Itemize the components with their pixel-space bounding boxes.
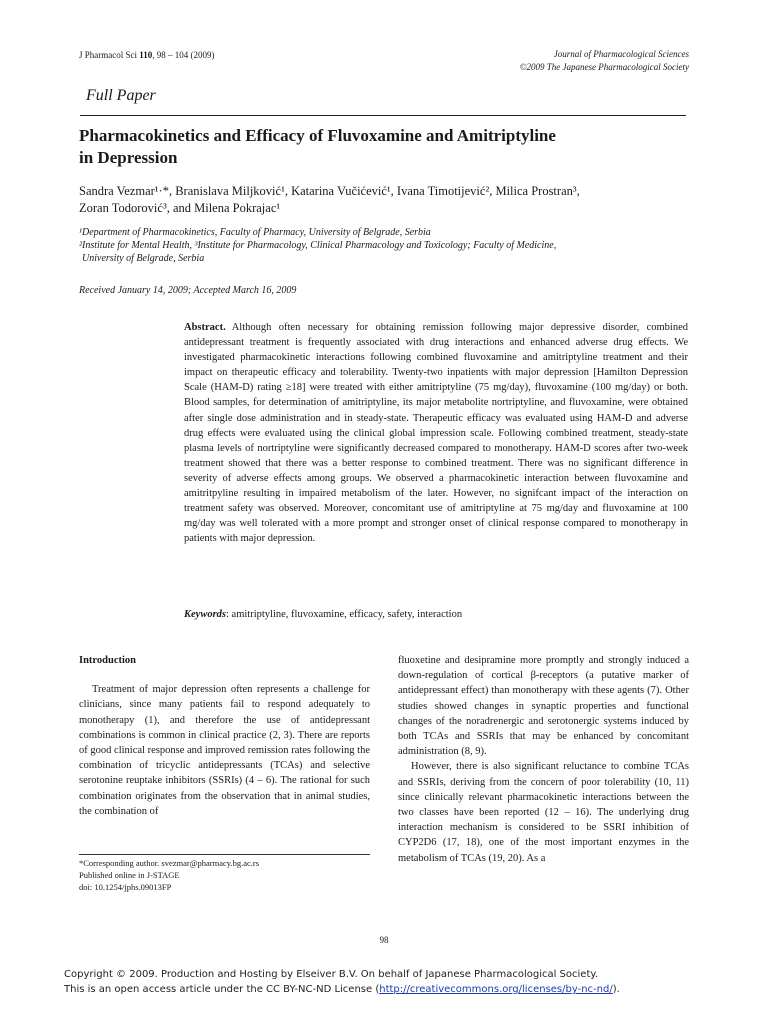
header-rule bbox=[80, 115, 686, 116]
corresponding-author: *Corresponding author. svezmar@pharmacy.bg.ac.rs bbox=[79, 858, 260, 868]
footnote bbox=[79, 857, 370, 893]
title-line-1: Pharmacokinetics and Efficacy of Fluvoxamine and Amitriptyline bbox=[79, 126, 556, 145]
intro-paragraph-1: Treatment of major depression often represents a challenge for clinicians, since many patients fail to respond adequately to monotherapy (1), and therefore the use of antidepressant combinations is common in clinical practice (2, 3). There are reports of good clinical response and improved remission rates following the combination of tricyclic antidepressants (TCAs) and selective serotonine reuptake inhibitors (SSRIs) (4 – 6). The rational for such combination originates from the observation that in animal studies, the combination of bbox=[79, 684, 370, 817]
journal-copyright: ©2009 The Japanese Pharmacological Society bbox=[519, 62, 689, 72]
license-text: This is an open access article under the CC BY-NC-ND License ( bbox=[64, 984, 380, 995]
left-column bbox=[79, 653, 370, 819]
copyright-line-1: Copyright © 2009. Production and Hosting by Elseiver B.V. On behalf of Japanese Pharmacological Society. bbox=[64, 969, 599, 980]
citation bbox=[79, 50, 215, 60]
journal-name: Journal of Pharmacological Sciences bbox=[553, 49, 689, 59]
citation-volume: 110 bbox=[139, 50, 153, 60]
intro-paragraph-3: However, there is also significant reluctance to combine TCAs and SSRIs, deriving from the concern of poor tolerability (10, 11) since clinically relevant pharmacokinetic interactions between the two classes have been reported (12 – 16). The underlying drug interaction mechanism is considered to be SSRI inhibition of CYP2D6 (17, 18), one of the most important enzymes in the metabolism of TCAs (19, 20). As a bbox=[398, 761, 689, 864]
section-heading-introduction: Introduction bbox=[79, 655, 136, 666]
license-link[interactable]: http://creativecommons.org/licenses/by-nc-nd/ bbox=[379, 984, 613, 995]
authors-line-1: Sandra Vezmar¹·*, Branislava Miljković¹, Katarina Vučićević¹, Ivana Timotijević², Milica Prostran³, bbox=[79, 184, 580, 198]
citation-prefix: J Pharmacol Sci bbox=[79, 50, 140, 60]
abstract-heading: Abstract. bbox=[184, 322, 226, 333]
title-line-2: in Depression bbox=[79, 148, 178, 167]
right-column bbox=[398, 653, 689, 866]
published-online: Published online in J-STAGE bbox=[79, 870, 180, 880]
abstract-text: Although often necessary for obtaining remission following major depressive disorder, combined antidepressant treatment is frequently associated with drug interactions and enhanced adverse drug effects. We investigated pharmacokinetic interactions following combined fluvoxamine and amitriptyline treatment and their impact on therapeutic efficacy and tolerability. Twenty-two inpatients with major depression [Hamilton Depression Scale (HAM-D) rating ≥18] were treated with either amitriptyline (75 mg/day), fluvoxamine (100 mg/day) or both. Blood samples, for determination of amitriptyline, its major metabolite nortriptyline, and fluvoxamine, were obtained after single dose administration and in steady-state. Therapeutic efficacy was evaluated using HAM-D and adverse drug effects were evaluated using the clinical global impression scale. Following combined treatment, steady-state plasma levels of nortriptyline were significantly decreased compared to monotherapy. HAM-D scores after two-week treatment showed that there was a better response to combined treatment. There was no significant difference in severity of adverse effects among groups. We observed a pharmacokinetic interaction between fluvoxamine and amitritpyline resulting in impaired metabolism of the later. However, no signifcant impact of the interaction on treatment safety was observed. Moreover, concomitant use of amitriptyline at 75 mg/day and fluvoxamine at 100 mg/day was well tolerated with a more prompt and stronger onset of clinical response compared to monotherapy in patients with major depression. bbox=[184, 322, 688, 545]
copyright-notice bbox=[64, 967, 714, 997]
authors-line-2: Zoran Todorović³, and Milena Pokrajac¹ bbox=[79, 201, 281, 215]
page-number: 98 bbox=[379, 935, 389, 945]
copyright-line-2 bbox=[64, 982, 714, 997]
abstract bbox=[184, 320, 688, 546]
doi: doi: 10.1254/jphs.09013FP bbox=[79, 882, 172, 892]
intro-paragraph-2: fluoxetine and desipramine more promptly and strongly induced a down-regulation of cortical β-receptors (a putative marker of antidepressant effect) than monotherapy with these agents (7). Other studies showed changes in synaptic properties and functional changes of the noradrenergic and serotonergic systems induced by both TCAs and SSRIs that may be enhanced by concomitant administration (8, 9). bbox=[398, 655, 689, 758]
affiliations bbox=[79, 226, 699, 265]
affiliation-2: ²Institute for Mental Health, ³Institute for Pharmacology, Clinical Pharmacology and Toxicology; Faculty of Medicine, bbox=[79, 240, 557, 251]
keywords bbox=[184, 609, 688, 620]
received-dates: Received January 14, 2009; Accepted March 16, 2009 bbox=[79, 285, 297, 296]
journal-header bbox=[520, 48, 689, 74]
keywords-heading: Keywords bbox=[184, 609, 226, 620]
author-list bbox=[79, 183, 699, 217]
citation-pages: , 98 – 104 (2009) bbox=[152, 50, 215, 60]
affiliation-1: ¹Department of Pharmacokinetics, Faculty of Pharmacy, University of Belgrade, Serbia bbox=[79, 227, 431, 238]
article-title bbox=[79, 125, 699, 169]
affiliation-3: University of Belgrade, Serbia bbox=[82, 253, 205, 264]
footnote-rule bbox=[79, 854, 370, 855]
license-text-end: ). bbox=[612, 984, 620, 995]
paper-type: Full Paper bbox=[86, 87, 156, 104]
keywords-text: : amitriptyline, fluvoxamine, efficacy, safety, interaction bbox=[226, 609, 463, 620]
